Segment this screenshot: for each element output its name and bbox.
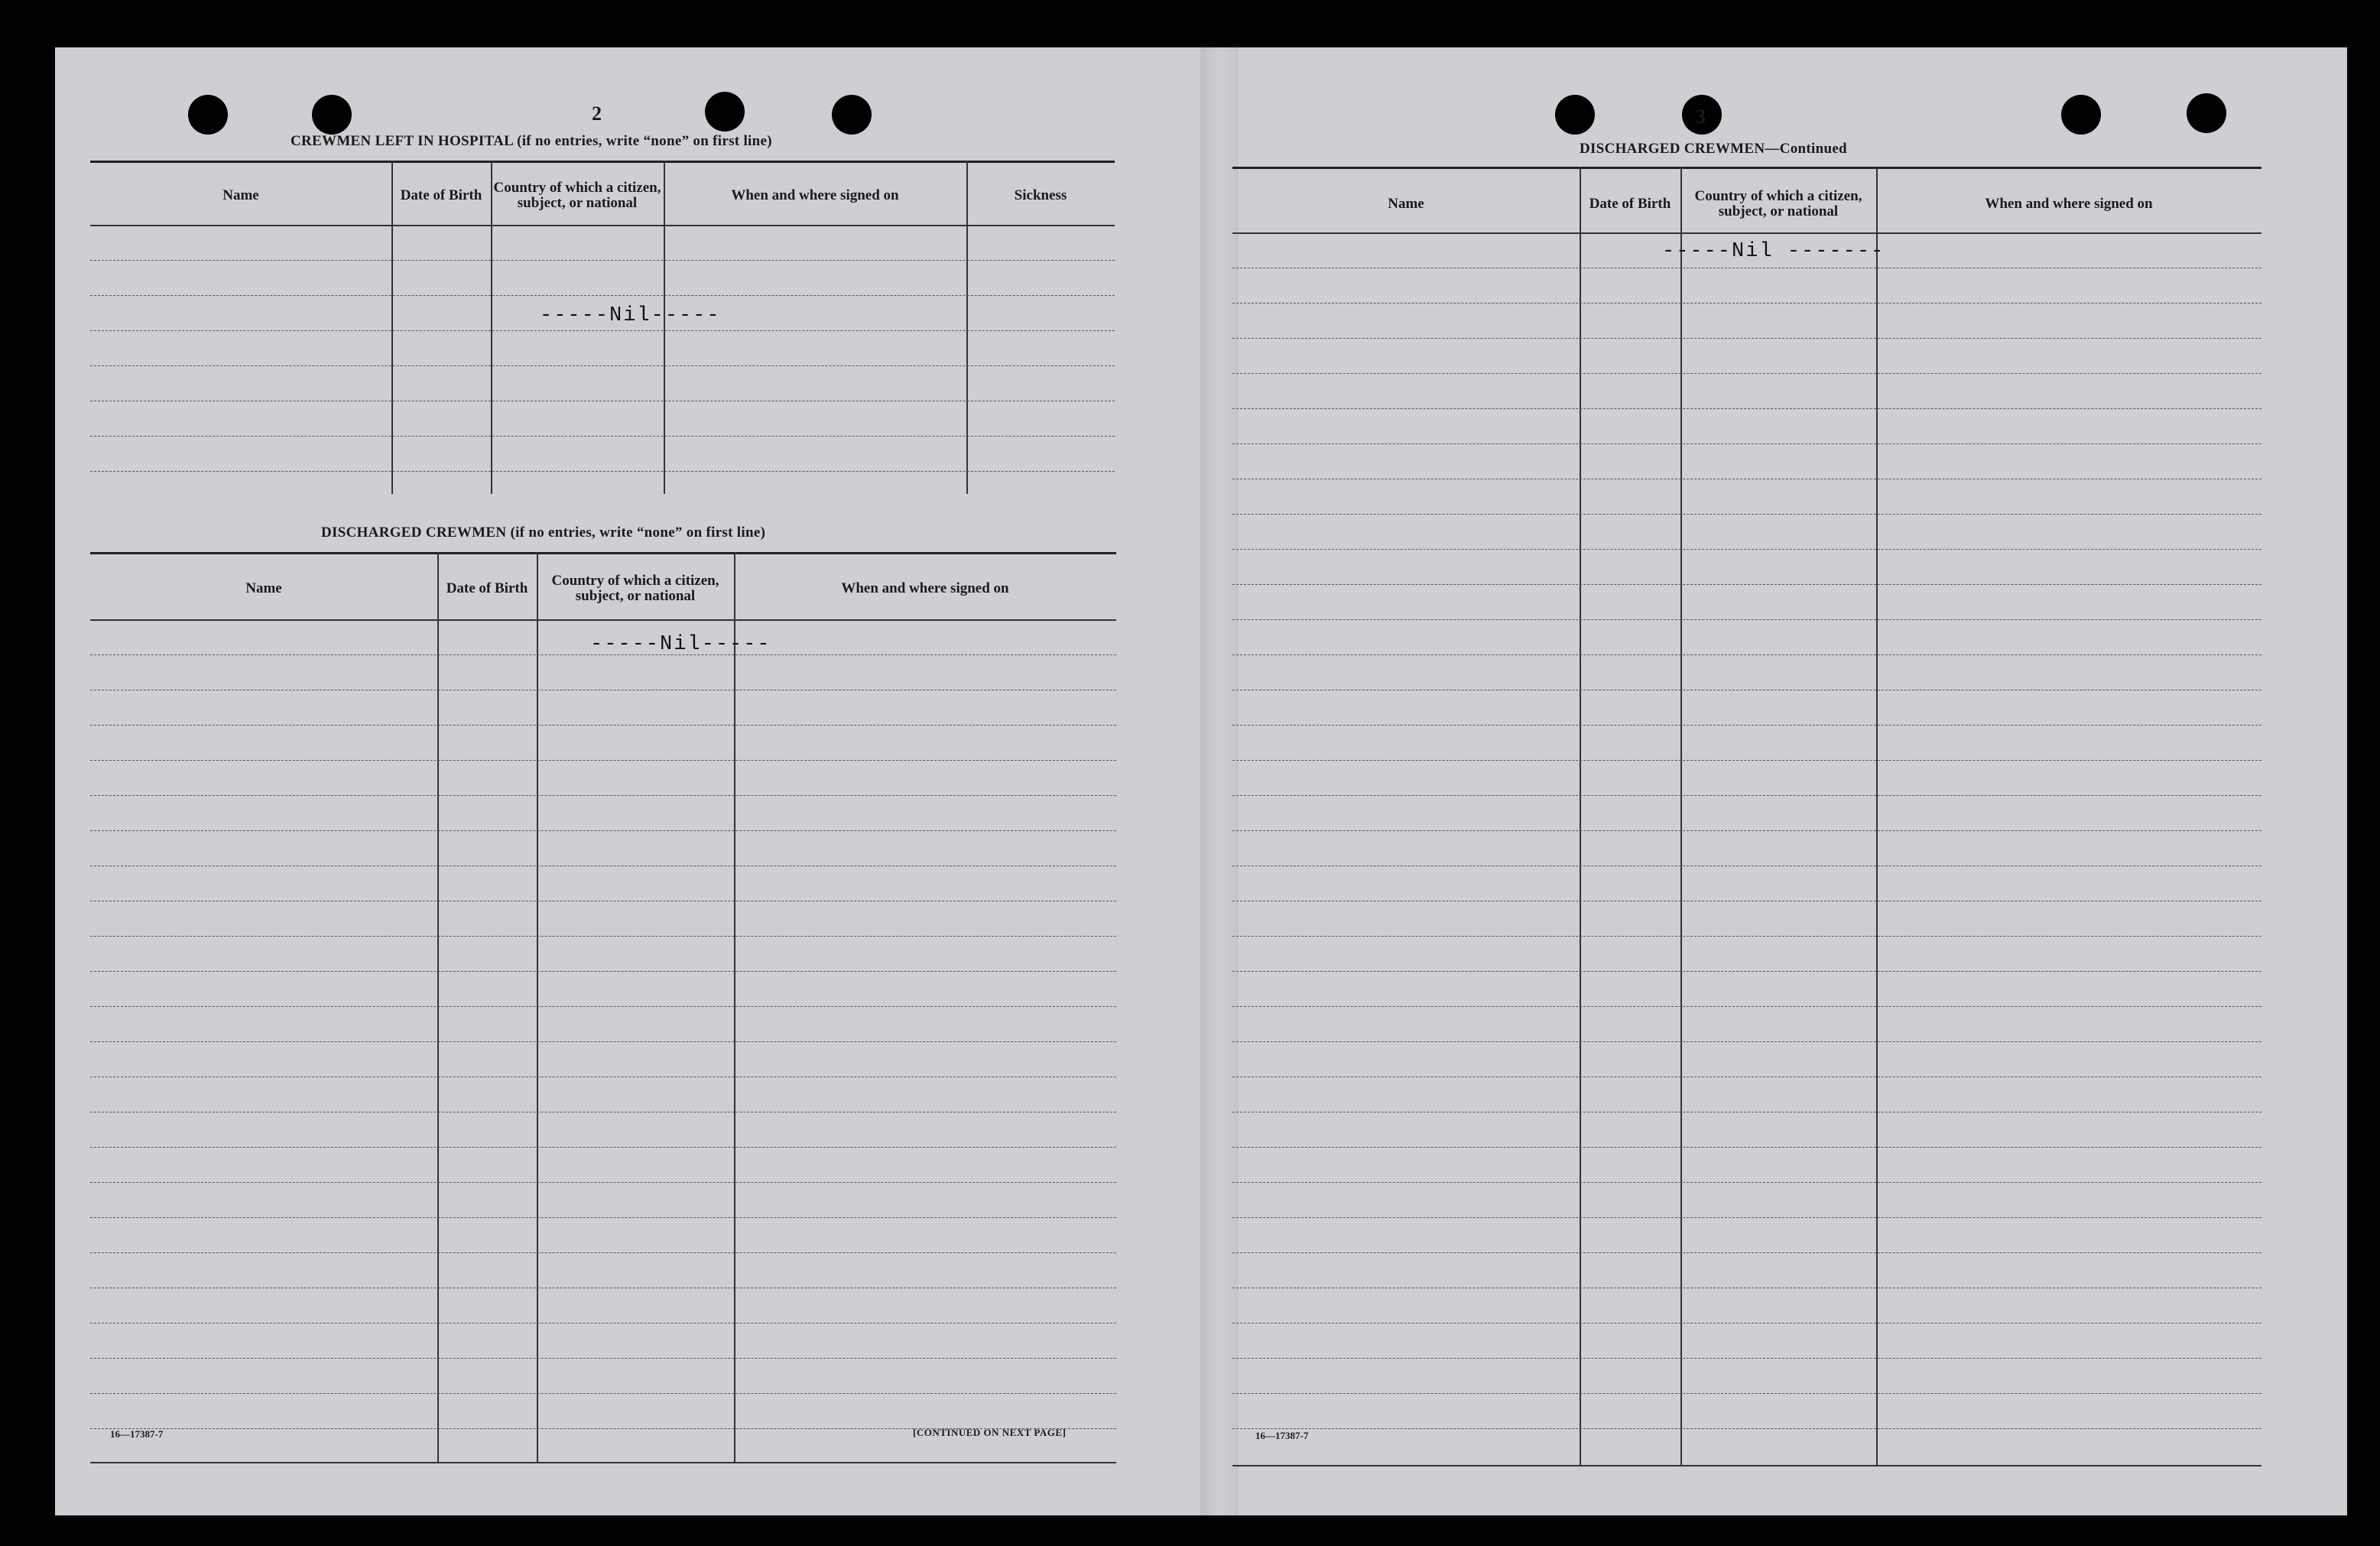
hospital-nil-entry: -----Nil----- [540,304,721,327]
form-number: 16—17387-7 [1255,1430,1309,1441]
ruled-line [90,725,1116,726]
punch-hole [2187,93,2226,133]
col-header-name: Name [1388,196,1424,212]
scanned-form-sheet [55,47,2347,1515]
col-header-dob: Date of Birth [1589,196,1671,212]
page-number: 3 [1696,106,1706,128]
ruled-line [1232,1006,2261,1007]
ruled-line [90,936,1116,937]
ruled-line [1232,373,2261,374]
col-header-dob: Date of Birth [446,580,528,596]
ruled-line [90,760,1116,761]
discharged-section-title [321,525,765,541]
discharged-continued-table [1232,167,2261,1466]
ruled-line [1232,1358,2261,1359]
ruled-line [1232,1217,2261,1218]
discharged-continued-nil-entry: -----Nil ------- [1662,240,1885,263]
ruled-line [90,1393,1116,1394]
ruled-line [1232,725,2261,726]
ruled-line [1232,1252,2261,1253]
ruled-line [90,1323,1116,1324]
ruled-line [1232,584,2261,585]
ruled-line [1232,971,2261,972]
ruled-line [1232,654,2261,655]
ruled-line [1232,1182,2261,1183]
punch-hole [705,92,745,132]
ruled-line [1232,1147,2261,1148]
punch-hole [188,95,228,135]
ruled-line [90,1147,1116,1148]
ruled-line [1232,830,2261,831]
page-number: 2 [592,102,602,125]
punch-hole [1555,95,1595,135]
continued-note: [CONTINUED ON NEXT PAGE] [913,1427,1067,1438]
discharged-continued-title: DISCHARGED CREWMEN—Continued [1580,141,1847,157]
punch-hole [832,95,872,135]
ruled-line [90,1358,1116,1359]
ruled-line [1232,1323,2261,1324]
ruled-line [90,1182,1116,1183]
discharged-nil-entry: -----Nil----- [590,633,771,656]
ruled-line [90,1252,1116,1253]
ruled-line [90,795,1116,796]
hospital-table [90,161,1115,497]
ruled-line [1232,1393,2261,1394]
ruled-line [1232,443,2261,444]
right-page [1202,47,2347,1515]
form-number: 16—17387-7 [110,1428,164,1440]
ruled-line [1232,303,2261,304]
ruled-line [90,1006,1116,1007]
ruled-line [1232,408,2261,409]
ruled-line [1232,795,2261,796]
ruled-line [90,1041,1116,1042]
col-header-dob: Date of Birth [400,187,482,203]
ruled-line [1232,619,2261,620]
ruled-line [90,971,1116,972]
hospital-title-text: CREWMEN LEFT IN HOSPITAL [291,133,514,149]
col-header-country: Country of which a citizen, subject, or national [493,180,661,211]
discharged-table [90,552,1116,1465]
col-header-signed-on: When and where signed on [841,580,1009,596]
punch-hole [2061,95,2101,135]
ruled-line [1232,338,2261,339]
col-header-signed-on: When and where signed on [1985,196,2153,212]
punch-hole [312,95,352,135]
ruled-line [1232,1041,2261,1042]
ruled-line [90,1217,1116,1218]
left-page [55,47,1202,1515]
ruled-line [1232,514,2261,515]
col-header-name: Name [245,580,282,596]
ruled-line [1232,1428,2261,1429]
col-header-sickness: Sickness [1014,187,1067,203]
discharged-instruction: (if no entries, write “none” on first line) [510,525,766,541]
col-header-signed-on: When and where signed on [731,187,899,203]
hospital-instruction: (if no entries, write “none” on first line) [517,133,772,149]
discharged-title-text: DISCHARGED CREWMEN [321,525,507,541]
ruled-line [90,830,1116,831]
ruled-line [1232,760,2261,761]
col-header-country: Country of which a citizen, subject, or national [1694,188,1862,219]
ruled-line [1232,936,2261,937]
col-header-country: Country of which a citizen, subject, or national [551,573,719,604]
hospital-section-title [291,133,772,150]
ruled-line [1232,549,2261,550]
col-header-name: Name [222,187,259,203]
